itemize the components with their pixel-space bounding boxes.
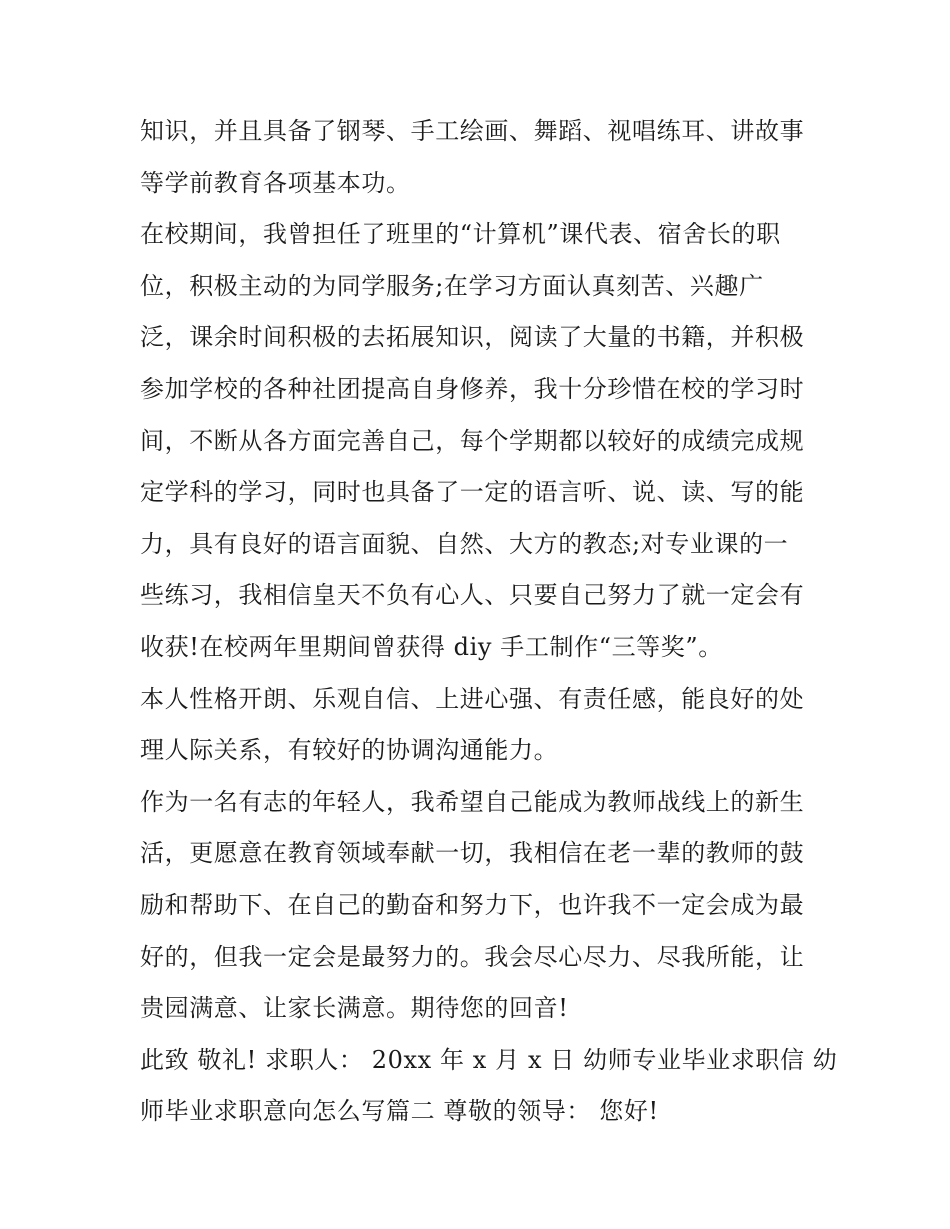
text-line-2: 等学前教育各项基本功。 (140, 168, 411, 197)
text-line-13: 理人际关系，有较好的协调沟通能力。 (140, 736, 559, 765)
text-line-1: 知识，并且具备了钢琴、手工绘画、舞蹈、视唱练耳、讲故事 (140, 117, 805, 145)
text-line-11: 收获!在校两年里期间曾获得 diy 手工制作“三等奖”。 (140, 632, 723, 661)
text-line-20: 师毕业求职意向怎么写篇二 尊敬的领导： 您好! (140, 1097, 659, 1126)
text-line-19: 此致 敬礼! 求职人： 20xx 年 x 月 x 日 幼师专业毕业求职信 幼 (140, 1045, 838, 1074)
text-line-12: 本人性格开朗、乐观自信、上进心强、有责任感，能良好的处 (140, 684, 805, 713)
text-line-14: 作为一名有志的年轻人，我希望自己能成为教师战线上的新生 (140, 787, 805, 816)
text-line-17: 好的，但我一定会是最努力的。我会尽心尽力、尽我所能，让 (140, 942, 805, 971)
text-line-9: 力，具有良好的语言面貌、自然、大方的教态;对专业课的一 (140, 529, 789, 558)
text-line-18: 贵园满意、让家长满意。期待您的回音! (140, 994, 569, 1023)
text-line-16: 励和帮助下、在自己的勤奋和努力下，也许我不一定会成为最 (140, 890, 805, 919)
text-line-6: 参加学校的各种社团提高自身修养，我十分珍惜在校的学习时 (140, 374, 805, 403)
text-line-15: 活，更愿意在教育领域奉献一切，我相信在老一辈的教师的鼓 (140, 839, 805, 868)
text-line-5: 泛，课余时间积极的去拓展知识，阅读了大量的书籍，并积极 (140, 323, 805, 352)
text-line-10: 些练习，我相信皇天不负有心人、只要自己努力了就一定会有 (140, 581, 805, 610)
text-line-3: 在校期间，我曾担任了班里的“计算机”课代表、宿舍长的职 (140, 220, 781, 249)
text-line-8: 定学科的学习，同时也具备了一定的语言听、说、读、写的能 (140, 478, 805, 507)
document-body (140, 106, 838, 1138)
text-line-7: 间，不断从各方面完善自己，每个学期都以较好的成绩完成规 (140, 426, 805, 455)
text-line-4: 位，积极主动的为同学服务;在学习方面认真刻苦、兴趣广 (140, 271, 764, 300)
